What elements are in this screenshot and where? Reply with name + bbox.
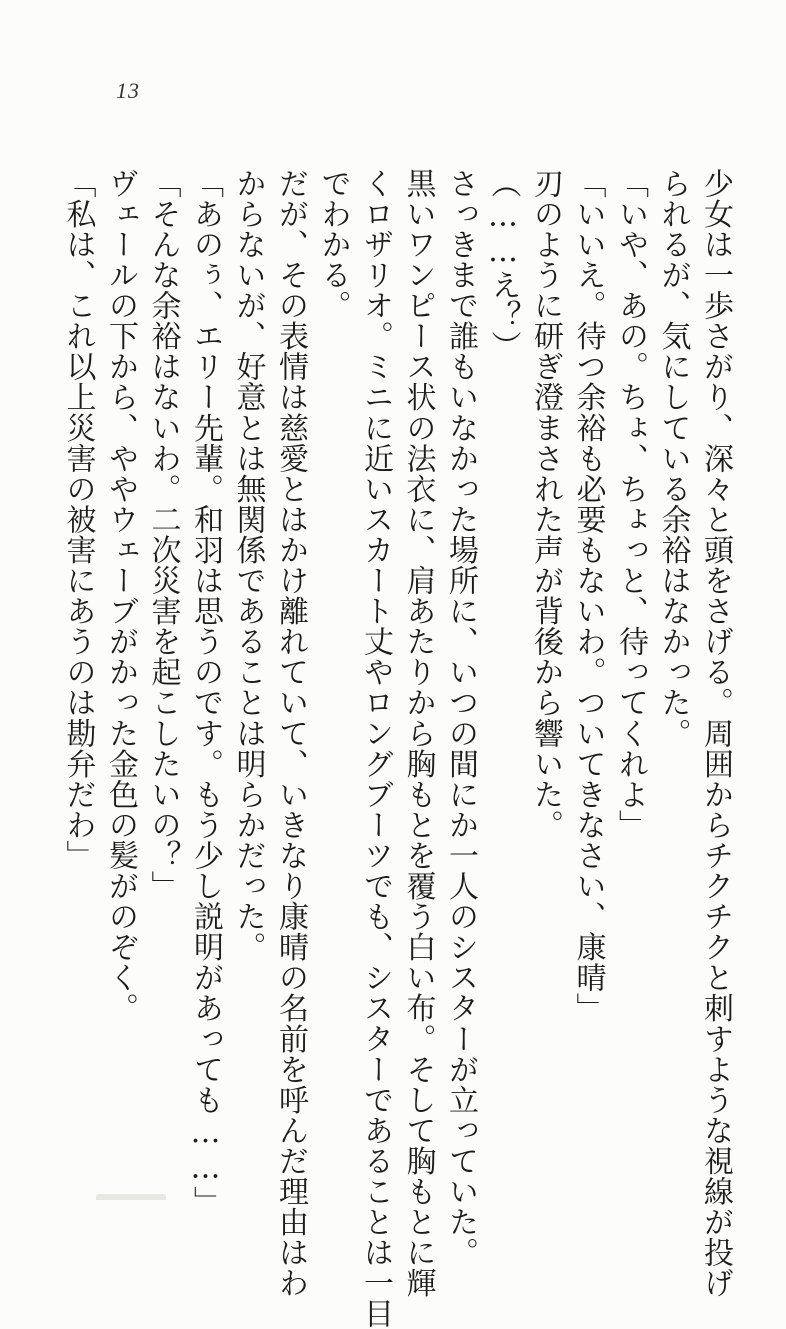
text-line: 「いいえ。待つ余裕も必要もないわ。ついてきなさい、康晴」: [570, 168, 606, 1024]
novel-text-body: [60, 168, 736, 1329]
text-line: 刃のように研ぎ澄まされた声が背後から響いた。: [528, 168, 563, 841]
text-line: られるが、気にしている余裕はなかった。: [655, 168, 691, 749]
text-line: 「いや、あの。ちょ、ちょっと、待ってくれよ」: [613, 168, 648, 841]
text-line: 「あのぅ、エリー先輩。和羽は思うのです。もう少し説明があっても……」: [188, 168, 223, 1217]
text-line: （……え？）: [485, 168, 521, 362]
page-edge-mark: [96, 1194, 166, 1200]
text-line: 黒いワンピース状の法衣に、肩あたりから胸もとを覆う白い布。そして胸もとに輝: [400, 168, 436, 1299]
text-line: からないが、好意とは無関係であることは明らかだった。: [230, 168, 266, 963]
text-line: 「私は、これ以上災害の被害にあうのは勘弁だわ」: [60, 168, 96, 871]
text-line: 少女は一歩さがり、深々と頭をさげる。周囲からチクチクと刺すような視線が投げ: [698, 168, 733, 1299]
text-line: だが、その表情は慈愛とはかけ離れていて、いきなり康晴の名前を呼んだ理由はわ: [273, 168, 308, 1299]
text-line: でわかる。: [315, 168, 351, 321]
page-number: 13: [116, 78, 140, 103]
text-line: ヴェールの下から、ややウェーブがかった金色の髪がのぞく。: [103, 168, 138, 1024]
text-line: 「そんな余裕はないわ。二次災害を起こしたいの？」: [145, 168, 181, 902]
text-line: さっきまで誰もいなかった場所に、いつの間にか一人のシスターが立っていた。: [443, 168, 478, 1268]
text-line: くロザリオ。ミニに近いスカート丈やロングブーツでも、シスターであることは一目: [358, 168, 393, 1329]
